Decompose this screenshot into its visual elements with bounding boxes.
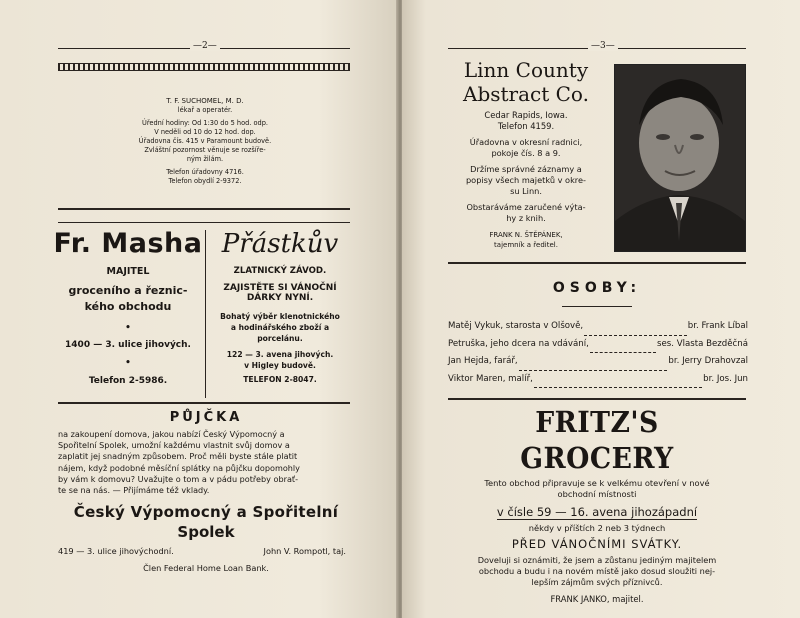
doctor-line: Úřadovna čís. 415 v Paramount budově.	[138, 137, 272, 145]
loan-line: Spořitelní Spolek, umožní každému vlastnit svůj domov a	[58, 440, 290, 451]
abstract-office: pokoje čís. 8 a 9.	[491, 148, 561, 158]
section-rule	[58, 402, 350, 404]
doctor-line: V neděli od 10 do 12 hod. dop.	[154, 128, 256, 136]
prastek-name: Přástkův	[221, 229, 339, 259]
left-page	[0, 0, 398, 618]
leader-line	[584, 318, 687, 336]
cast-role: Petruška, jeho dcera na vdávání,	[448, 338, 589, 349]
cast-role: Matěj Vykuk, starosta v Olšově,	[448, 321, 584, 331]
fritz-owner: FRANK JANKO, majitel.	[550, 594, 644, 604]
abstract-title: Abstract Co.	[463, 82, 589, 106]
cast-actor: br. Frank Líbal	[687, 321, 748, 331]
abstract-records: popisy všech majetků v okre-	[465, 175, 586, 185]
fritz-line: obchodní místnosti	[557, 489, 637, 499]
masha-role: MAJITEL	[106, 266, 150, 277]
column-divider	[205, 230, 206, 398]
loan-secretary: John V. Rompotl, taj.	[263, 546, 346, 557]
leader-line	[534, 371, 702, 389]
abstract-phone: Telefon 4159.	[497, 121, 555, 131]
loan-line: by vám k domovu? Uvažujte o tom a v pádu potřeby obrať-	[58, 473, 299, 484]
loan-line: nájem, když podobné měsíční splátky na půjčku dopomohly	[58, 462, 300, 473]
abstract-records: su Linn.	[510, 186, 542, 196]
doctor-title: lékař a operatér.	[177, 106, 233, 114]
abstract-office: Úřadovna v okresní radnici,	[469, 137, 583, 147]
cast-actor: br. Jos. Jun	[703, 373, 748, 384]
doctor-line: ným žilám.	[186, 155, 224, 163]
fritz-weeks: někdy v příštích 2 neb 3 týdnech	[528, 523, 666, 533]
loan-org: Spolek	[177, 523, 235, 542]
prastek-desc: a hodinářského zboží a	[230, 323, 330, 332]
fritz-body: obchodu a budu i na novém místě jako dosud sloužiti nej-	[478, 566, 716, 576]
loan-body	[58, 429, 354, 496]
doctor-ad	[100, 97, 310, 186]
cast-row	[448, 353, 748, 371]
fritz-name: FRITZ'S GROCERY	[520, 405, 674, 475]
abstract-provide: Obstaráváme zaručené výta-	[466, 202, 586, 212]
prastek-line: ZAJISTĚTE SI VÁNOČNÍ	[223, 283, 337, 293]
fritz-holidays: PŘED VÁNOČNÍMI SVÁTKY.	[511, 537, 683, 551]
cast-actor: ses. Vlasta Bezděčná	[657, 338, 748, 349]
doctor-line: Telefon obydlí 2-9372.	[168, 177, 242, 185]
masha-line: kého obchodu	[84, 300, 172, 313]
doctor-line: Úřední hodiny: Od 1:30 do 5 hod. odp.	[142, 119, 268, 127]
bullet: •	[124, 321, 132, 334]
loan-heading: PŮJČKA	[169, 410, 243, 425]
abstract-person: FRANK N. ŠTĚPÁNEK,	[489, 231, 563, 239]
right-page	[402, 0, 800, 618]
cast-list	[448, 318, 748, 388]
doctor-line: Telefon úřadovny 4716.	[166, 168, 244, 176]
cast-underline	[562, 306, 632, 307]
loan-org: Český Výpomocný a Spořitelní	[73, 503, 339, 522]
fritz-body: Doveluji si oznámiti, že jsem a zůstanu jediným majitelem	[477, 555, 717, 565]
abstract-records: Držíme správné záznamy a	[470, 164, 582, 174]
doctor-name: T. F. SUCHOMEL, M. D.	[166, 97, 244, 105]
page-number: —3—	[588, 41, 618, 51]
leader-line	[519, 353, 668, 371]
cast-row	[448, 336, 748, 354]
fritz-body: lepším zájmům svých příznivců.	[531, 577, 663, 587]
masha-name: Fr. Masha	[53, 228, 203, 259]
cast-row	[448, 318, 748, 336]
cast-heading: OSOBY:	[552, 280, 642, 296]
masha-phone: Telefon 2-5986.	[88, 376, 168, 386]
abstract-city: Cedar Rapids, Iowa.	[484, 110, 568, 120]
prastek-line: DÁRKY NYNÍ.	[246, 293, 314, 303]
section-rule	[448, 398, 746, 400]
masha-line: groceního a řeznic-	[68, 284, 188, 297]
fritz-address-text: v čísle 59 — 16. avena jihozápadní	[496, 505, 698, 519]
portrait-image	[615, 65, 745, 251]
loan-member: Člen Federal Home Loan Bank.	[143, 563, 269, 574]
cast-row	[448, 371, 748, 389]
portrait-photo	[614, 64, 746, 252]
abstract-provide: hy z knih.	[506, 213, 546, 223]
loan-address: 419 — 3. ulice jihovýchodní.	[58, 546, 174, 557]
section-rule	[58, 222, 350, 223]
loan-line: na zakoupení domova, jakou nabízí Český Výpomocný a	[58, 429, 285, 439]
loan-ad	[58, 410, 354, 573]
leader-line	[590, 336, 656, 354]
prastek-line: ZLATNICKÝ ZÁVOD.	[233, 266, 327, 276]
loan-footer	[58, 546, 354, 558]
fritz-ad	[442, 404, 752, 605]
prastek-address: 122 — 3. avena jihových.	[226, 350, 334, 359]
prastek-address: v Higley budově.	[244, 361, 316, 370]
masha-address: 1400 — 3. ulice jihových.	[65, 340, 191, 350]
section-rule	[58, 208, 350, 210]
bullet: •	[124, 356, 132, 369]
abstract-ad	[446, 58, 606, 250]
abstract-title: Linn County	[463, 58, 589, 82]
loan-line: te se na nás. — Přijímáme též vklady.	[58, 485, 210, 496]
ornamental-border	[58, 63, 350, 71]
prastek-desc: Bohatý výběr klenotnického	[220, 312, 340, 321]
section-rule	[448, 262, 746, 264]
prastek-desc: porcelánu.	[257, 334, 303, 343]
fritz-address	[442, 504, 752, 520]
doctor-line: Zvláštní pozornost věnuje se rozšíře-	[144, 146, 266, 154]
abstract-person-title: tajemník a ředitel.	[494, 241, 558, 249]
prastek-phone: TELEFON 2-8047.	[243, 375, 317, 384]
cast-role: Jan Hejda, farář,	[448, 356, 518, 366]
fritz-line: Tento obchod připravuje se k velkému otevření v nové	[484, 478, 710, 488]
cast-role: Viktor Maren, malíř,	[448, 373, 533, 384]
loan-line: zaplatit jej snadným způsobem. Proč měli byste stále platit	[58, 451, 298, 462]
cast-actor: br. Jerry Drahovzal	[668, 356, 748, 366]
prastek-ad	[208, 226, 352, 384]
page-number: —2—	[190, 41, 220, 51]
masha-ad	[52, 226, 204, 386]
